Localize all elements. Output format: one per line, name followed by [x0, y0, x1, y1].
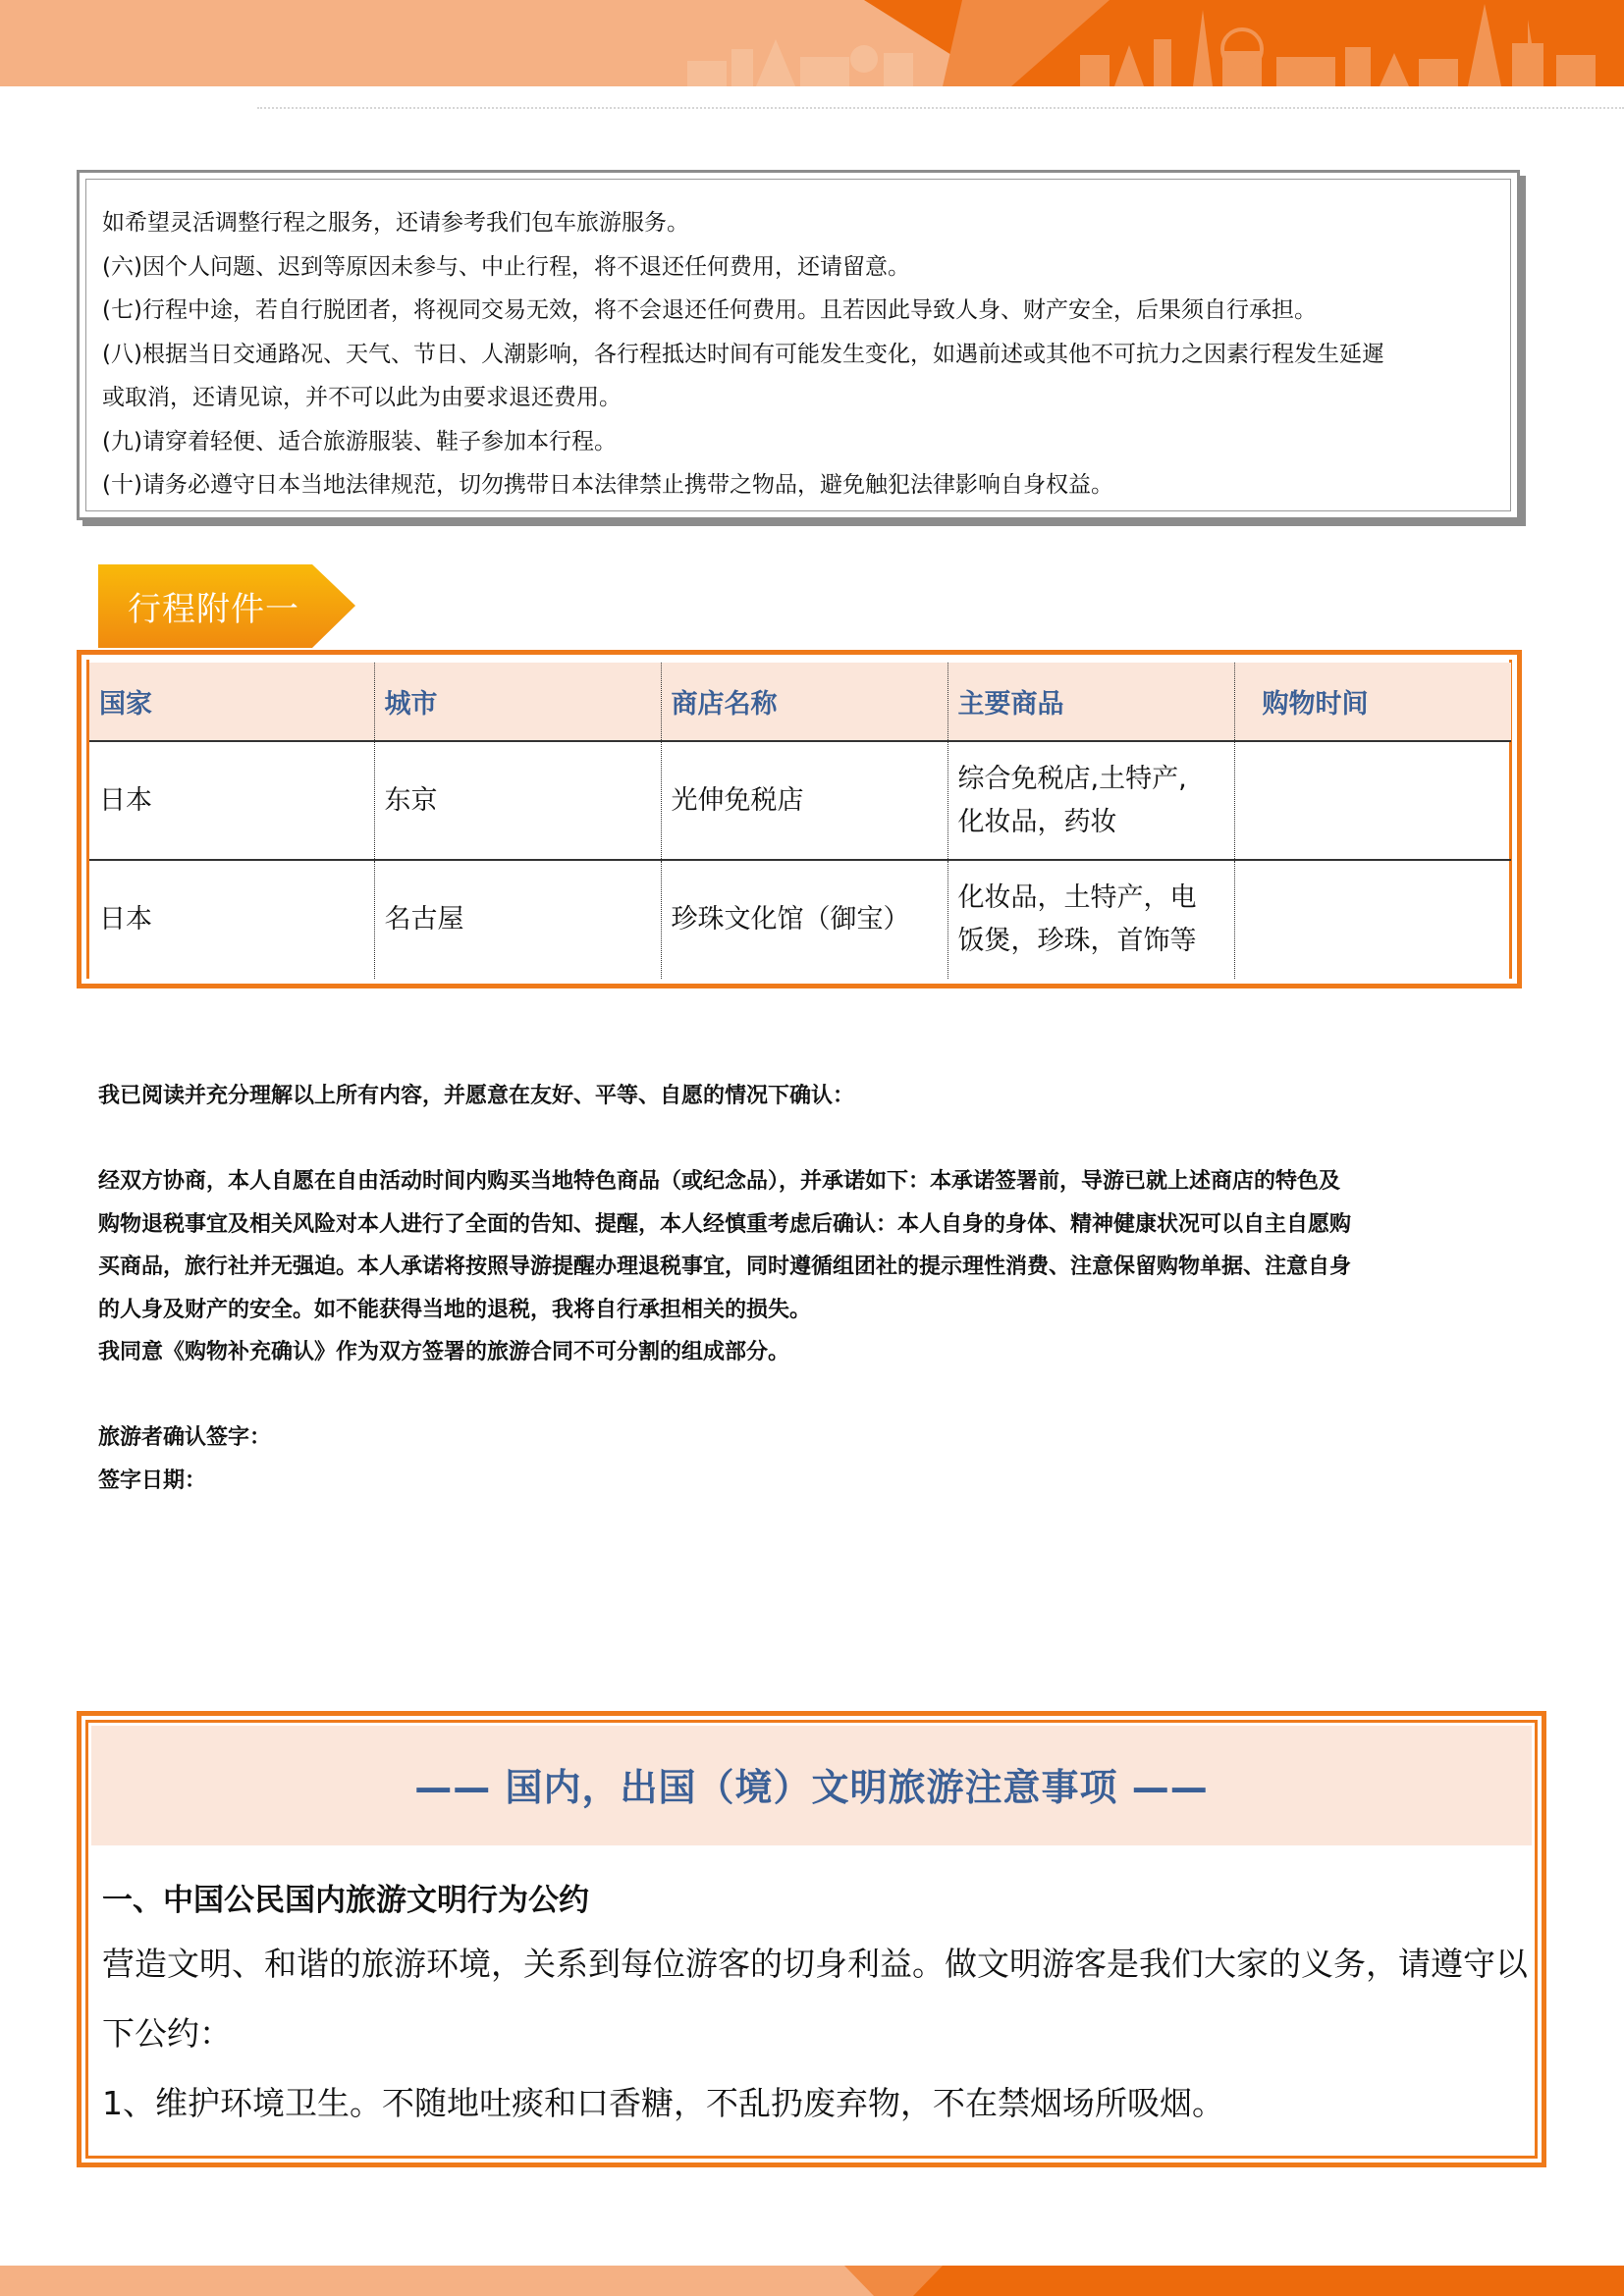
cell-time	[1234, 741, 1511, 860]
terms-line: (十)请务必遵守日本当地法律规范，切勿携带日本法律禁止携带之物品，避免触犯法律影响自身权益。	[102, 472, 1113, 498]
cell-city: 名古屋	[374, 860, 661, 979]
terms-line: 或取消，还请见谅，并不可以此为由要求退还费用。	[102, 385, 622, 410]
cell-country: 日本	[99, 904, 152, 934]
confirmation-line: 购物退税事宜及相关风险对本人进行了全面的告知、提醒，本人经慎重考虑后确认：本人自身的身体、精神健康状况可以自主自愿购	[98, 1211, 1352, 1237]
header-shop: 商店名称	[661, 663, 947, 741]
terms-line: (八)根据当日交通路况、天气、节日、人潮影响，各行程抵达时间有可能发生变化，如遇前述或其他不可抗力之因素行程发生延遲	[102, 341, 1384, 367]
cell-country: 日本	[89, 741, 374, 860]
header-goods: 主要商品	[947, 663, 1234, 741]
shopping-confirmation	[98, 1075, 1532, 1502]
skyline-banner-graphic	[0, 0, 1624, 88]
goods-line: 综合免税店,土特产,	[957, 763, 1187, 794]
confirmation-line: 的人身及财产的安全。如不能获得当地的退税，我将自行承担相关的损失。	[98, 1297, 812, 1322]
footer-band-graphic	[0, 2266, 1624, 2296]
goods-line: 化妆品，土特产，电	[957, 882, 1197, 913]
confirmation-line: 买商品，旅行社并无强迫。本人承诺将按照导游提醒办理退税事宜，同时遵循组团社的提示理性消费、注意保留购物单据、注意自身	[98, 1255, 1352, 1279]
goods-line: 饭煲，珍珠，首饰等	[957, 926, 1197, 956]
notice-section-heading: 一、中国公民国内旅游文明行为公约	[102, 1883, 589, 1918]
cell-shop: 光伸免税店	[661, 741, 947, 860]
notice-title: —— 国内，出国（境）文明旅游注意事项 ——	[414, 1766, 1209, 1809]
confirmation-intro: 我已阅读并充分理解以上所有内容，并愿意在友好、平等、自愿的情况下确认：	[98, 1084, 855, 1108]
table-row	[89, 741, 1511, 860]
goods-line: 化妆品，药妆	[957, 806, 1117, 837]
header-city: 城市	[374, 663, 661, 741]
cell-goods	[947, 860, 1234, 979]
footer-band	[0, 2266, 1624, 2296]
notice-line: 营造文明、和谐的旅游环境，关系到每位游客的切身利益。做文明游客是我们大家的义务，请遵守以	[102, 1945, 1528, 1983]
table-row	[89, 860, 1511, 979]
shopping-table-frame	[77, 650, 1522, 988]
cell-city: 东京	[374, 741, 661, 860]
notice-body	[102, 1929, 1545, 2138]
header-time: 购物时间	[1234, 663, 1511, 741]
terms-box	[77, 170, 1520, 520]
date-label: 签字日期：	[98, 1468, 207, 1493]
table-header-row	[89, 663, 1511, 741]
terms-line: (九)请穿着轻便、适合旅游服装、鞋子参加本行程。	[102, 428, 617, 454]
terms-list	[85, 179, 1511, 511]
shopping-table	[89, 663, 1511, 979]
header-banner	[0, 0, 1624, 88]
notice-line: 1、维护环境卫生。不随地吐痰和口香糖，不乱扔废弃物，不在禁烟场所吸烟。	[102, 2084, 1224, 2122]
notice-header	[91, 1726, 1532, 1845]
cell-goods	[947, 741, 1234, 860]
signature-label: 旅游者确认签字：	[98, 1425, 272, 1450]
appendix-tag	[98, 564, 355, 648]
terms-line: (六)因个人问题、迟到等原因未参与、中止行程，将不退还任何费用，还请留意。	[102, 253, 910, 280]
notice-box	[77, 1711, 1546, 2167]
header-country: 国家	[89, 663, 374, 741]
notice-line: 下公约：	[102, 2014, 232, 2053]
terms-line: 如希望灵活调整行程之服务，还请参考我们包车旅游服务。	[102, 210, 689, 236]
cell-shop: 珍珠文化馆（御宝）	[661, 860, 947, 979]
terms-line: (七)行程中途，若自行脱团者，将视同交易无效，将不会退还任何费用。且若因此导致人身、财产安全，后果须自行承担。	[102, 297, 1317, 323]
header-rule	[257, 107, 1624, 109]
appendix-title: 行程附件一	[128, 590, 299, 629]
cell-time	[1234, 860, 1511, 979]
confirmation-line: 我同意《购物补充确认》作为双方签署的旅游合同不可分割的组成部分。	[98, 1340, 790, 1364]
confirmation-line: 经双方协商，本人自愿在自由活动时间内购买当地特色商品（或纪念品），并承诺如下：本承诺签署前，导游已就上述商店的特色及	[98, 1169, 1341, 1194]
